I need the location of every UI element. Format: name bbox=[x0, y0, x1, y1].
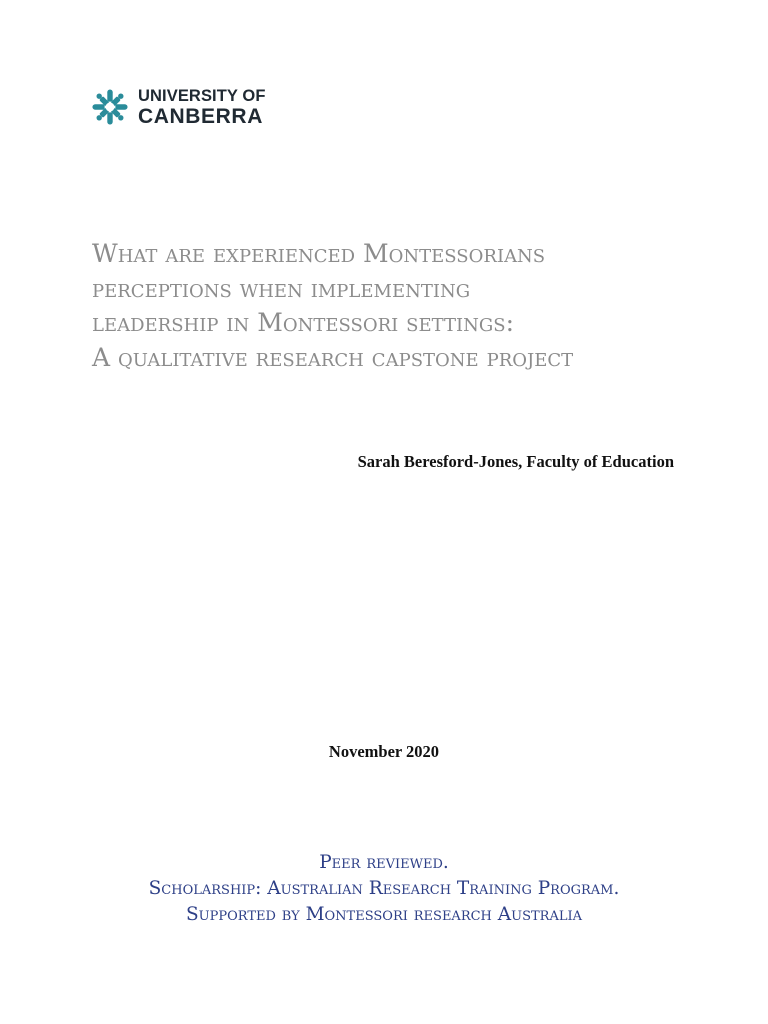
document-title bbox=[92, 237, 712, 375]
author-affiliation: Sarah Beresford-Jones, Faculty of Education bbox=[357, 452, 674, 471]
funding-notes bbox=[0, 850, 768, 928]
title-line: What are experienced Montessorians bbox=[92, 239, 546, 268]
title-line: leadership in Montessori settings: bbox=[92, 308, 514, 337]
university-of-canberra-emblem-icon bbox=[92, 89, 128, 125]
note-line-scholarship: Scholarship: Australian Research Training Program. bbox=[148, 878, 620, 899]
logo-wordmark bbox=[138, 88, 266, 127]
logo-line-university-of: UNIVERSITY OF bbox=[138, 87, 266, 105]
note-line-peer-reviewed: Peer reviewed. bbox=[319, 852, 449, 873]
publication-date: November 2020 bbox=[328, 742, 440, 761]
note-line-supported-by: Supported by Montessori research Australia bbox=[185, 904, 582, 925]
university-logo bbox=[92, 88, 266, 127]
title-line: A qualitative research capstone project bbox=[92, 342, 574, 372]
logo-line-canberra: CANBERRA bbox=[138, 104, 263, 128]
title-line: perceptions when implementing bbox=[92, 273, 471, 303]
